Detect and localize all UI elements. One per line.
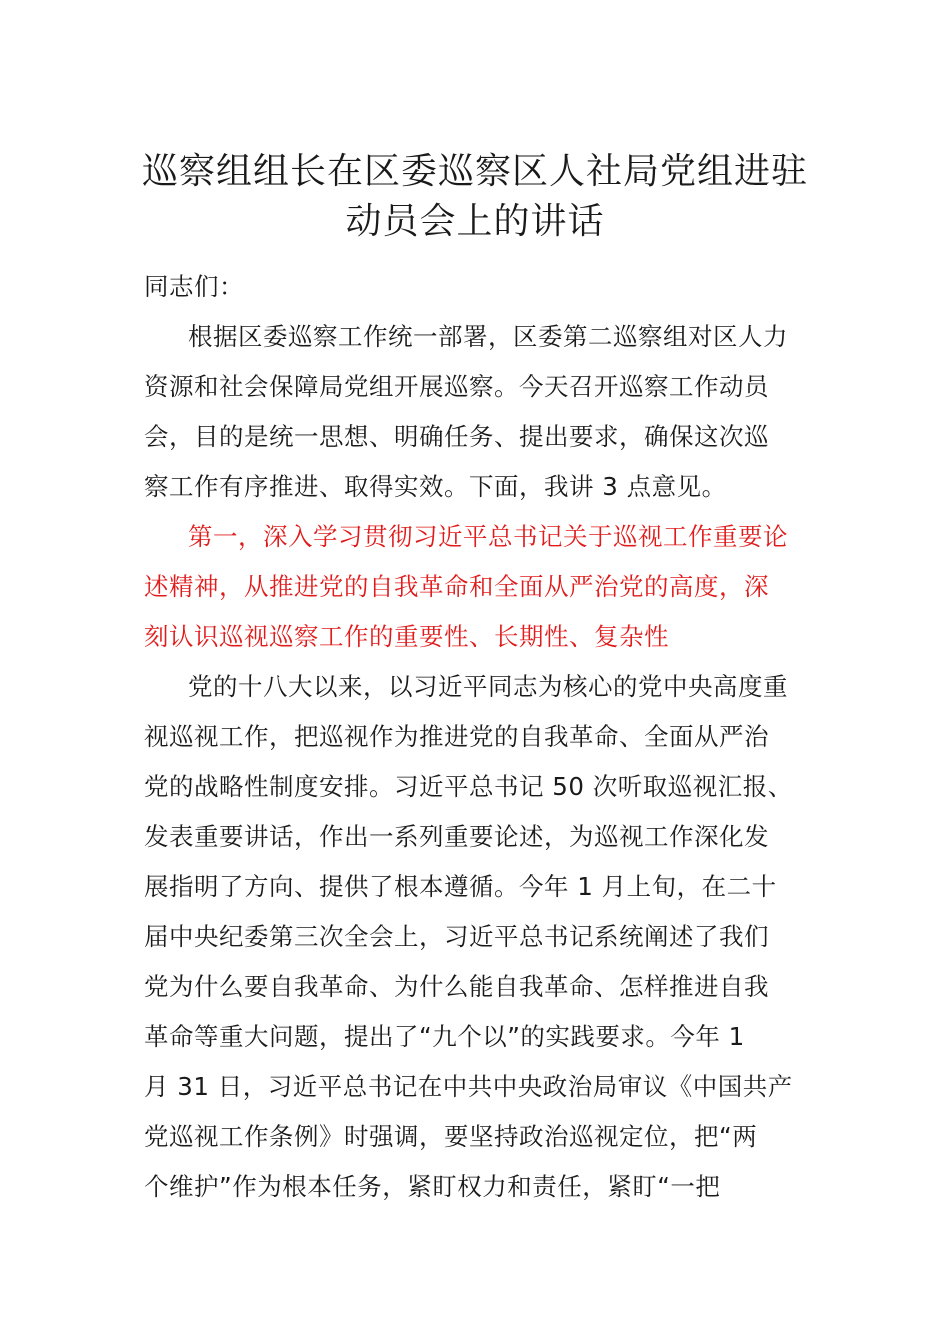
heading-line: 述精神，从推进党的自我革命和全面从严治党的高度，深	[144, 572, 769, 601]
heading-line: 刻认识巡视巡察工作的重要性、长期性、复杂性	[144, 622, 669, 651]
paragraph-line: 会，目的是统一思想、明确任务、提出要求，确保这次巡	[144, 422, 769, 451]
section-heading-1	[144, 512, 814, 662]
paragraph-line: 党的十八大以来，以习近平同志为核心的党中央高度重	[188, 672, 788, 701]
paragraph-line: 根据区委巡察工作统一部署，区委第二巡察组对区人力	[188, 322, 788, 351]
paragraph-line: 党的战略性制度安排。习近平总书记 50 次听取巡视汇报、	[144, 772, 793, 801]
document-title-line-1: 巡察组组长在区委巡察区人社局党组进驻	[141, 151, 808, 192]
paragraph-line: 党巡视工作条例》时强调，要坚持政治巡视定位，把“两	[144, 1122, 758, 1151]
salutation: 同志们：	[144, 272, 244, 301]
paragraph-line: 个维护”作为根本任务，紧盯权力和责任，紧盯“一把	[144, 1172, 721, 1201]
paragraph-line: 届中央纪委第三次全会上，习近平总书记系统阐述了我们	[144, 922, 769, 951]
document-body	[144, 262, 814, 1212]
paragraph-line: 月 31 日，习近平总书记在中共中央政治局审议《中国共产	[144, 1072, 793, 1101]
paragraph-line: 革命等重大问题，提出了“九个以”的实践要求。今年 1	[144, 1022, 745, 1051]
document-title-line-2: 动员会上的讲话	[345, 201, 605, 242]
heading-line: 第一，深入学习贯彻习近平总书记关于巡视工作重要论	[188, 522, 788, 551]
paragraph-line: 视巡视工作，把巡视作为推进党的自我革命、全面从严治	[144, 722, 769, 751]
paragraph-intro	[144, 312, 814, 512]
paragraph-line: 发表重要讲话，作出一系列重要论述，为巡视工作深化发	[144, 822, 769, 851]
paragraph-section-1	[144, 662, 814, 1212]
paragraph-line: 展指明了方向、提供了根本遵循。今年 1 月上旬，在二十	[144, 872, 777, 901]
paragraph-line: 党为什么要自我革命、为什么能自我革命、怎样推进自我	[144, 972, 769, 1001]
paragraph-line: 资源和社会保障局党组开展巡察。今天召开巡察工作动员	[144, 372, 769, 401]
paragraph-line: 察工作有序推进、取得实效。下面，我讲 3 点意见。	[144, 472, 727, 501]
